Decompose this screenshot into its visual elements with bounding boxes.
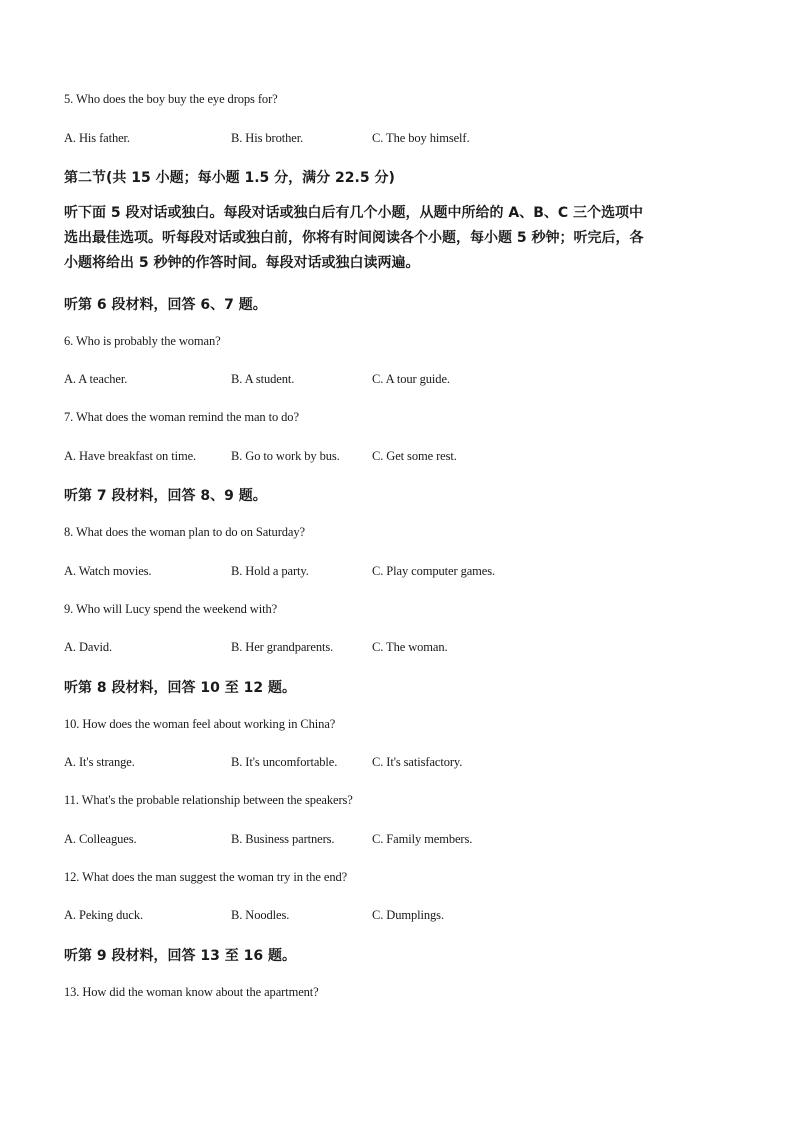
option-c: C. Family members. [372, 832, 473, 846]
option-b: B. His brother. [231, 131, 304, 145]
question-9: 9. Who will Lucy spend the weekend with? [64, 602, 278, 616]
option-b: B. Business partners. [231, 832, 335, 846]
option-a: A. It's strange. [64, 755, 135, 769]
option-a: A. Have breakfast on time. [64, 449, 197, 463]
material-heading-8: 听第 8 段材料，回答 10 至 12 题。 [64, 680, 296, 696]
question-6: 6. Who is probably the woman? [64, 334, 221, 348]
question-11: 11. What's the probable relationship between the speakers? [64, 793, 353, 807]
option-c: C. The boy himself. [372, 131, 470, 145]
material-heading-6: 听第 6 段材料，回答 6、7 题。 [64, 297, 267, 313]
material-heading-7: 听第 7 段材料，回答 8、9 题。 [64, 488, 267, 504]
option-b: B. Hold a party. [231, 564, 309, 578]
material-heading-9: 听第 9 段材料，回答 13 至 16 题。 [64, 948, 296, 964]
section-instructions [64, 201, 728, 276]
option-c: C. It's satisfactory. [372, 755, 463, 769]
option-a: A. Watch movies. [64, 564, 152, 578]
option-c: C. A tour guide. [372, 372, 450, 386]
option-a: A. Colleagues. [64, 832, 137, 846]
option-b: B. Go to work by bus. [231, 449, 340, 463]
option-c: C. Get some rest. [372, 449, 457, 463]
instruction-line: 小题将给出 5 秒钟的作答时间。每段对话或独白读两遍。 [64, 255, 420, 271]
instruction-line: 听下面 5 段对话或独白。每段对话或独白后有几个小题，从题中所给的 A、B、C 三个选项中 [64, 205, 644, 221]
section-title: 第二节(共 15 小题；每小题 1.5 分，满分 22.5 分) [64, 170, 395, 186]
option-b: B. Her grandparents. [231, 640, 334, 654]
option-c: C. Play computer games. [372, 564, 496, 578]
option-b: B. It's uncomfortable. [231, 755, 338, 769]
question-12: 12. What does the man suggest the woman try in the end? [64, 870, 348, 884]
question-7: 7. What does the woman remind the man to do? [64, 410, 299, 424]
question-10: 10. How does the woman feel about working in China? [64, 717, 336, 731]
option-a: A. Peking duck. [64, 908, 144, 922]
option-c: C. The woman. [372, 640, 448, 654]
question-13: 13. How did the woman know about the apartment? [64, 985, 319, 999]
option-a: A. A teacher. [64, 372, 128, 386]
option-b: B. A student. [231, 372, 295, 386]
option-c: C. Dumplings. [372, 908, 444, 922]
option-b: B. Noodles. [231, 908, 290, 922]
question-8: 8. What does the woman plan to do on Saturday? [64, 525, 305, 539]
question-5: 5. Who does the boy buy the eye drops for? [64, 92, 278, 106]
option-a: A. His father. [64, 131, 130, 145]
instruction-line: 选出最佳选项。听每段对话或独白前，你将有时间阅读各个小题，每小题 5 秒钟；听完后，各 [64, 230, 644, 246]
option-a: A. David. [64, 640, 113, 654]
